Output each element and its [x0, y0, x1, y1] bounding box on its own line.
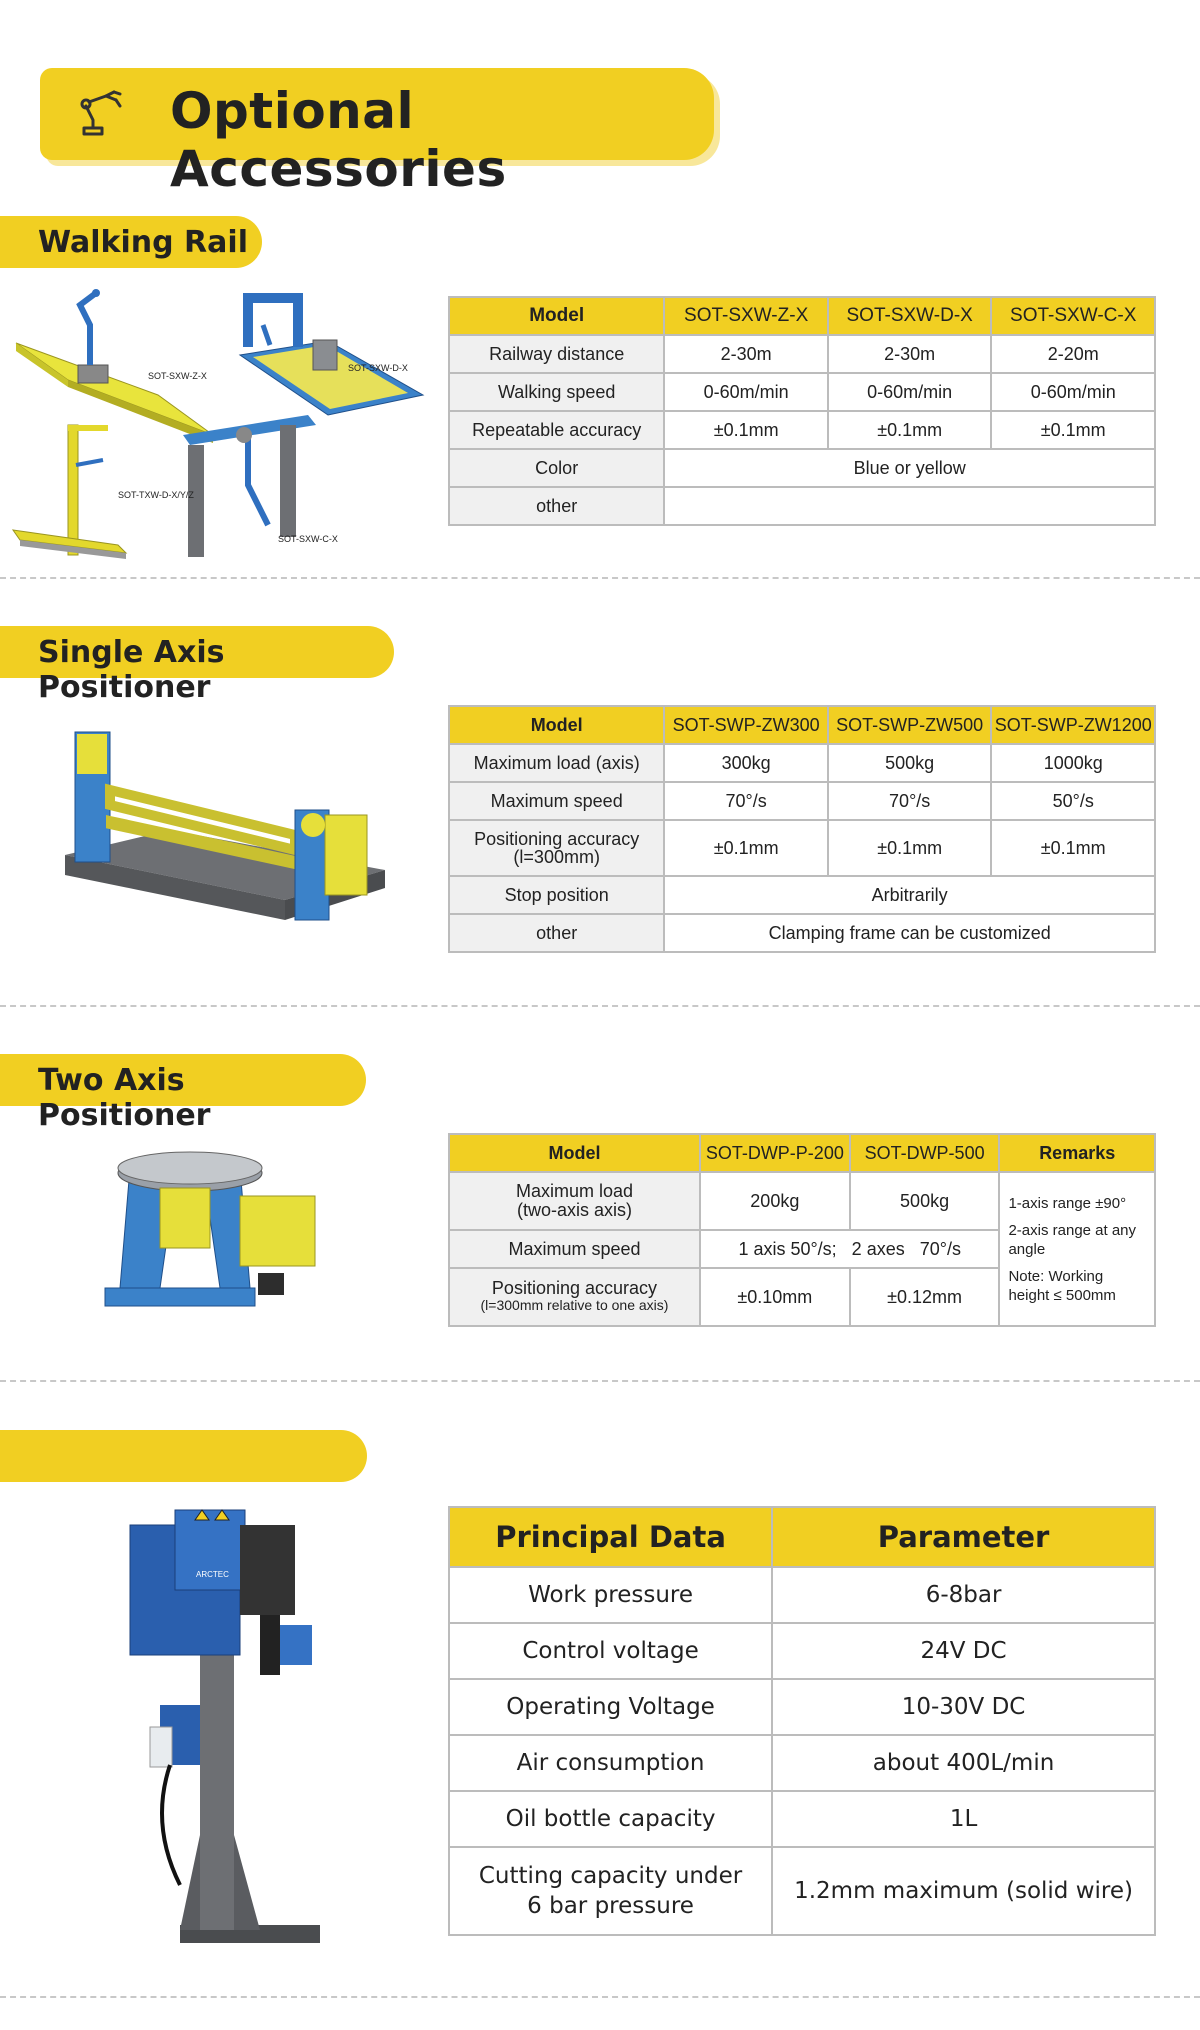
table-cell: ±0.12mm [850, 1268, 1000, 1326]
table-row [449, 914, 1155, 952]
main-title-banner [40, 68, 714, 198]
table-cell: ±0.1mm [664, 820, 828, 876]
row-label: Railway distance [449, 335, 664, 373]
table-cell: 24V DC [772, 1623, 1155, 1679]
remark-line: 2-axis range at any angle [1008, 1221, 1137, 1258]
row-label-line: (l=300mm relative to one axis) [480, 1297, 669, 1313]
table-cell: Arbitrarily [664, 876, 1155, 914]
header-cell: SOT-SXW-C-X [991, 297, 1155, 335]
table-row [449, 820, 1155, 876]
section-title: Single Axis Positioner [38, 635, 225, 705]
single-axis-positioner-illustration [55, 720, 395, 960]
section-banner-walking-rail [0, 216, 262, 268]
section-banner-two-axis [0, 1054, 366, 1133]
table-cell: ±0.1mm [991, 820, 1155, 876]
table-cell: Blue or yellow [664, 449, 1155, 487]
table-cell: ±0.1mm [991, 411, 1155, 449]
table-cell: ±0.10mm [700, 1268, 850, 1326]
table-cell: 1 axis 50°/s; 2 axes 70°/s [700, 1230, 1000, 1268]
remark-line: Note: Working height ≤ 500mm [1008, 1267, 1116, 1304]
row-label: Maximum speed [449, 782, 664, 820]
row-label [449, 1847, 772, 1935]
row-label: Work pressure [449, 1567, 772, 1623]
row-label-line: Maximum load [515, 1181, 633, 1201]
row-label-line: Cutting capacity under [478, 1863, 743, 1889]
table-cell: 1.2mm maximum (solid wire) [772, 1847, 1155, 1935]
row-label: Walking speed [449, 373, 664, 411]
header-cell: Parameter [772, 1507, 1155, 1567]
header-cell: SOT-SWP-ZW1200 [991, 706, 1155, 744]
table-cell: 1L [772, 1791, 1155, 1847]
table-cell: 70°/s [664, 782, 828, 820]
row-label: Maximum load (axis) [449, 744, 664, 782]
row-label [449, 1268, 700, 1326]
row-label [449, 1172, 700, 1230]
row-label: Air consumption [449, 1735, 772, 1791]
table-cell: 2-30m [828, 335, 992, 373]
image-label: SOT-SXW-D-X [348, 363, 408, 373]
rail-sxw-d-x [240, 293, 423, 415]
walking-rail-illustration [8, 285, 428, 565]
table-header-row [449, 706, 1155, 744]
table-header-row [449, 297, 1155, 335]
section-divider [0, 577, 1200, 579]
table-row [449, 373, 1155, 411]
row-label-line: 6 bar pressure [527, 1893, 694, 1919]
table-row [449, 1847, 1155, 1935]
section-divider [0, 1005, 1200, 1007]
table-cell: ±0.1mm [828, 411, 992, 449]
table-cell: 50°/s [991, 782, 1155, 820]
table-row [449, 876, 1155, 914]
row-label: Control voltage [449, 1623, 772, 1679]
table-cell [664, 487, 1155, 525]
header-cell: Remarks [999, 1134, 1155, 1172]
walking-rail-spec-table [448, 296, 1156, 526]
row-label: Maximum speed [449, 1230, 700, 1268]
section-banner-single-axis [0, 626, 394, 705]
header-cell: Principal Data [449, 1507, 772, 1567]
row-label-line: Positioning accuracy [491, 1278, 658, 1298]
section-title: Walking Rail [38, 225, 248, 260]
row-label: Operating Voltage [449, 1679, 772, 1735]
robot-arm-icon [76, 90, 124, 138]
two-axis-positioner-illustration [100, 1148, 330, 1328]
header-cell: Model [449, 297, 664, 335]
table-row [449, 1735, 1155, 1791]
header-cell: SOT-SWP-ZW500 [828, 706, 992, 744]
section-divider [0, 1996, 1200, 1998]
table-cell: 2-30m [664, 335, 828, 373]
row-label-line: (l=300mm) [513, 847, 600, 867]
table-row [449, 1172, 1155, 1230]
table-row [449, 411, 1155, 449]
table-cell: about 400L/min [772, 1735, 1155, 1791]
header-cell: SOT-SXW-D-X [828, 297, 992, 335]
remark-line: 1-axis range ±90° [1008, 1194, 1127, 1212]
table-row [449, 1679, 1155, 1735]
header-cell: SOT-DWP-P-200 [700, 1134, 850, 1172]
row-label: Stop position [449, 876, 664, 914]
table-cell: ±0.1mm [664, 411, 828, 449]
table-header-row [449, 1507, 1155, 1567]
image-label: SOT-TXW-D-X/Y/Z [118, 490, 194, 500]
table-row [449, 487, 1155, 525]
table-cell: 200kg [700, 1172, 850, 1230]
torch-cleaner-spec-table [448, 1506, 1156, 1936]
table-row [449, 449, 1155, 487]
table-cell: 1000kg [991, 744, 1155, 782]
table-row [449, 1791, 1155, 1847]
torch-cleaner-illustration [120, 1505, 320, 1945]
page-title: Optional Accessories [170, 82, 507, 198]
row-label: other [449, 914, 664, 952]
section-divider [0, 1380, 1200, 1382]
header-cell: SOT-SWP-ZW300 [664, 706, 828, 744]
row-label: Repeatable accuracy [449, 411, 664, 449]
table-cell: 300kg [664, 744, 828, 782]
rail-sxw-z-x [16, 289, 213, 443]
section-banner-torch-cleaner [0, 1430, 367, 1482]
table-cell: 0-60m/min [828, 373, 992, 411]
two-axis-spec-table [448, 1133, 1156, 1327]
single-axis-spec-table [448, 705, 1156, 953]
table-cell: 2-20m [991, 335, 1155, 373]
table-row [449, 744, 1155, 782]
table-cell: 6-8bar [772, 1567, 1155, 1623]
row-label-line: Positioning accuracy [474, 829, 640, 849]
row-label: other [449, 487, 664, 525]
rail-txw-d-x-y-z [13, 425, 126, 559]
header-cell: Model [449, 1134, 700, 1172]
table-row [449, 782, 1155, 820]
header-cell: SOT-SXW-Z-X [664, 297, 828, 335]
row-label: Color [449, 449, 664, 487]
table-cell: 500kg [828, 744, 992, 782]
table-cell: 10-30V DC [772, 1679, 1155, 1735]
table-cell: 0-60m/min [991, 373, 1155, 411]
table-cell: 500kg [850, 1172, 1000, 1230]
table-cell: Clamping frame can be customized [664, 914, 1155, 952]
row-label-line: (two-axis axis) [516, 1200, 632, 1220]
table-cell: 0-60m/min [664, 373, 828, 411]
table-row [449, 335, 1155, 373]
row-label: Oil bottle capacity [449, 1791, 772, 1847]
table-header-row [449, 1134, 1155, 1172]
header-cell: Model [449, 706, 664, 744]
header-cell: SOT-DWP-500 [850, 1134, 1000, 1172]
table-row [449, 1623, 1155, 1679]
row-label [449, 820, 664, 876]
image-label: SOT-SXW-C-X [278, 534, 338, 544]
table-cell: ±0.1mm [828, 820, 992, 876]
device-brand-label: ARCTEC [196, 1570, 229, 1579]
section-title: Two Axis Positioner [38, 1063, 211, 1133]
image-label: SOT-SXW-Z-X [148, 371, 207, 381]
remarks-cell [999, 1172, 1155, 1326]
table-row [449, 1567, 1155, 1623]
table-cell: 70°/s [828, 782, 992, 820]
